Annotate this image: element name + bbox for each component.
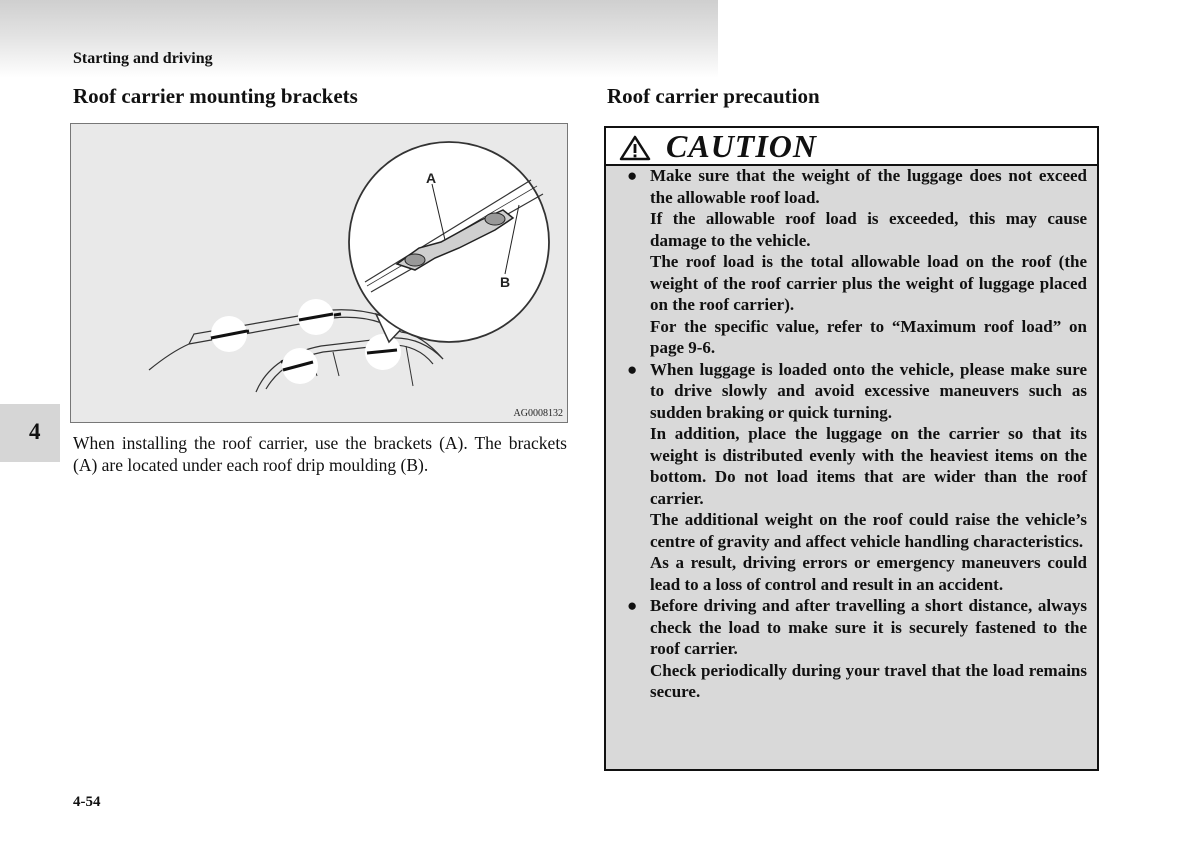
figure-code: AG0008132 xyxy=(513,408,563,419)
caution-paragraph: Check periodically during your travel that the load remains secure. xyxy=(650,660,1087,701)
caution-header xyxy=(606,128,1097,166)
section-label: Starting and driving xyxy=(73,50,213,67)
caution-paragraph: Before driving and after travelling a short distance, always check the load to make sure it is securely fastened to the roof carrier. xyxy=(650,596,1087,658)
callout-b-label: B xyxy=(500,274,511,290)
caution-paragraph: The additional weight on the roof could raise the vehicle’s centre of gravity and affect vehicle handling characteristics. xyxy=(650,510,1087,551)
caution-item xyxy=(627,595,1087,703)
caution-paragraph: Make sure that the weight of the luggage does not exceed the allowable roof load. xyxy=(650,166,1087,207)
roof-illustration-drawing xyxy=(71,124,567,422)
caution-paragraph: When luggage is loaded onto the vehicle, please make sure to drive slowly and avoid excessive maneuvers such as sudden braking or quick turning. xyxy=(650,359,1087,422)
warning-triangle-icon xyxy=(619,135,651,161)
page-number: 4-54 xyxy=(73,794,101,810)
caution-item xyxy=(627,165,1087,359)
caution-paragraph: For the specific value, refer to “Maximum roof load” on page 9-6. xyxy=(650,316,1087,357)
mounting-instructions: When installing the roof carrier, use the brackets (A). The brackets (A) are located under each roof drip moulding (B). xyxy=(73,433,567,475)
bullet-icon: ● xyxy=(627,359,638,379)
caution-paragraph: In addition, place the luggage on the carrier so that its weight is distributed evenly with the heaviest items on the bottom. Do not load items that are wider than the roof carrier. xyxy=(650,424,1087,508)
bullet-icon: ● xyxy=(627,596,638,615)
caution-heading: CAUTION xyxy=(666,128,818,164)
roof-bracket-illustration xyxy=(70,123,568,423)
caution-paragraph: As a result, driving errors or emergency maneuvers could lead to a loss of control and result in an accident. xyxy=(650,553,1087,594)
caution-paragraph: The roof load is the total allowable load on the roof (the weight of the roof carrier plus the weight of luggage placed on the roof carrier). xyxy=(650,252,1087,314)
chapter-number: 4 xyxy=(29,419,41,444)
caution-paragraph: If the allowable roof load is exceeded, this may cause damage to the vehicle. xyxy=(650,209,1087,250)
caution-list xyxy=(627,165,1087,703)
left-section-title: Roof carrier mounting brackets xyxy=(73,84,358,108)
right-section-title: Roof carrier precaution xyxy=(607,84,820,108)
caution-item xyxy=(627,359,1087,596)
caution-box xyxy=(604,126,1099,771)
bullet-icon: ● xyxy=(627,166,638,185)
callout-a-label: A xyxy=(426,170,437,186)
